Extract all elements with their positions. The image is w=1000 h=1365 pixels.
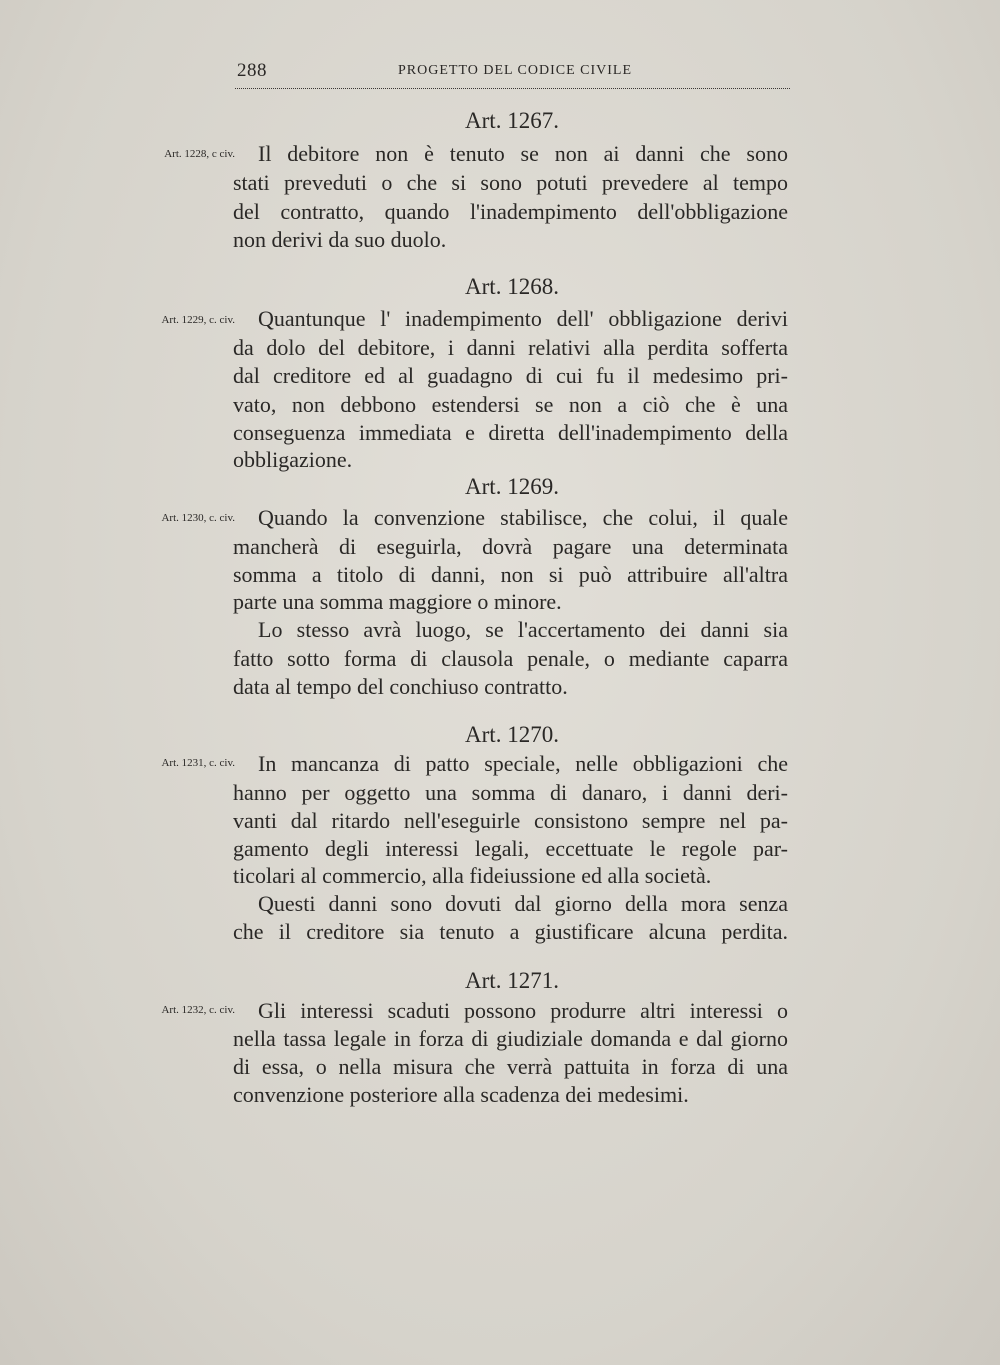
text-line: obbligazione. xyxy=(233,447,353,472)
article-heading: Art. 1268. xyxy=(465,274,559,299)
text-line: Il debitore non è tenuto se non ai danni che sono xyxy=(258,141,788,166)
article-heading: Art. 1270. xyxy=(465,722,559,747)
text-line: ticolari al commercio, alla fideiussione ed alla società. xyxy=(233,863,712,888)
margin-note: Art. 1232, c. civ. xyxy=(161,1004,235,1016)
text-line: fatto sotto forma di clausola penale, o mediante caparra xyxy=(233,646,788,671)
margin-note: Art. 1231, c. civ. xyxy=(161,757,235,769)
text-line: Quantunque l' inadempimento dell' obbligazione derivi xyxy=(258,306,788,331)
text-line: somma a titolo di danni, non si può attribuire all'altra xyxy=(233,562,788,587)
text-line: nella tassa legale in forza di giudiziale domanda e dal giorno xyxy=(233,1026,788,1051)
margin-note: Art. 1229, c. civ. xyxy=(161,314,235,326)
page-number: 288 xyxy=(237,60,267,81)
text-line: Questi danni sono dovuti dal giorno della mora senza xyxy=(258,891,788,916)
text-line: di essa, o nella misura che verrà pattuita in forza di una xyxy=(233,1054,788,1079)
text-line: Gli interessi scaduti possono produrre altri interessi o xyxy=(258,998,788,1023)
text-line: dal creditore ed al guadagno di cui fu il medesimo pri- xyxy=(233,363,788,388)
text-line: gamento degli interessi legali, eccettuate le regole par- xyxy=(233,836,788,861)
header-rule xyxy=(235,88,790,89)
text-line: Quando la convenzione stabilisce, che colui, il quale xyxy=(258,505,788,530)
margin-note: Art. 1230, c. civ. xyxy=(161,512,235,524)
text-line: In mancanza di patto speciale, nelle obbligazioni che xyxy=(258,751,788,776)
text-line: vanti dal ritardo nell'eseguirle consistono sempre nel pa- xyxy=(233,808,788,833)
text-line: hanno per oggetto una somma di danaro, i danni deri- xyxy=(233,780,788,805)
margin-note: Art. 1228, c civ. xyxy=(164,148,235,160)
text-line: che il creditore sia tenuto a giustificare alcuna perdita. xyxy=(233,919,788,944)
text-line: conseguenza immediata e diretta dell'inadempimento della xyxy=(233,420,788,445)
text-line: da dolo del debitore, i danni relativi alla perdita sofferta xyxy=(233,335,788,360)
running-title: PROGETTO DEL CODICE CIVILE xyxy=(398,63,633,78)
text-line: vato, non debbono estendersi se non a ciò che è una xyxy=(233,392,788,417)
text-line: convenzione posteriore alla scadenza dei medesimi. xyxy=(233,1082,689,1107)
text-line: parte una somma maggiore o minore. xyxy=(233,589,562,614)
text-line: data al tempo del conchiuso contratto. xyxy=(233,674,568,699)
article-heading: Art. 1267. xyxy=(465,108,559,133)
article-heading: Art. 1269. xyxy=(465,474,559,499)
text-line: Lo stesso avrà luogo, se l'accertamento dei danni sia xyxy=(258,617,788,642)
article-heading: Art. 1271. xyxy=(465,968,559,993)
text-line: stati preveduti o che si sono potuti prevedere al tempo xyxy=(233,170,788,195)
text-line: mancherà di eseguirla, dovrà pagare una determinata xyxy=(233,534,788,559)
text-line: non derivi da suo duolo. xyxy=(233,227,447,252)
text-line: del contratto, quando l'inadempimento dell'obbligazione xyxy=(233,199,788,224)
